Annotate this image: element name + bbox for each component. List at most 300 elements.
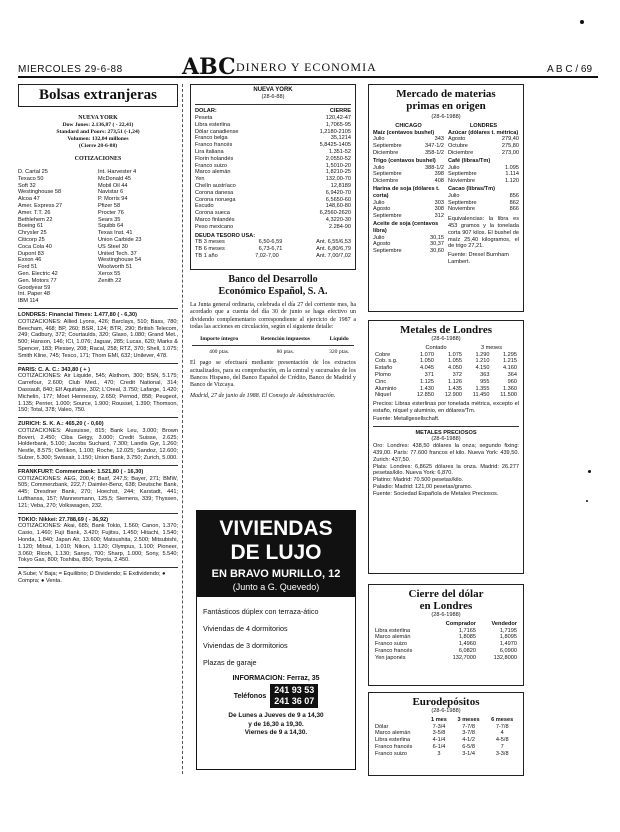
metal-name: Cinc xyxy=(375,378,387,385)
commodity-price: 30,37 xyxy=(430,241,444,248)
euro-date: (28-6-1988) xyxy=(431,708,461,714)
metal-row xyxy=(373,358,519,365)
currency-rate: 132,8000 xyxy=(493,654,517,661)
cierre-heading: CIERRE xyxy=(329,108,351,115)
ny-heading: NUEVA YORK xyxy=(78,115,118,121)
euro-title: Eurodepósitos xyxy=(412,696,480,708)
ny-quote: Int. Paper 48 xyxy=(18,291,51,298)
commodity-month: Julio xyxy=(448,192,460,199)
ny-quote: Westinghouse 58 xyxy=(18,189,62,196)
ny-quote: Westinghouse 54 xyxy=(98,257,142,264)
metales-date: (28-6-1988) xyxy=(431,336,461,342)
deposit-rate: 3-5/8 xyxy=(432,730,446,737)
commodity-price: 398 xyxy=(434,171,444,178)
londres-col xyxy=(448,123,519,266)
ny-quotes-left xyxy=(18,169,98,305)
currency-name: Dólar canadiense xyxy=(195,128,239,135)
commodity-price: 388-1/2 xyxy=(425,164,444,171)
ny-quote: Pfizer 58 xyxy=(98,202,121,209)
dolar-title-2: en Londres xyxy=(419,600,473,612)
commodity-row xyxy=(373,200,444,207)
deposit-rate: 7-7/8 xyxy=(495,723,509,730)
val-liquido: 320 ptas. xyxy=(329,349,350,356)
currency-rate: 6,9420-70 xyxy=(325,189,351,196)
preciosos-source: Fuente: Sociedad Española de Metales Preciosos. xyxy=(373,490,499,497)
commodity-price: 303 xyxy=(434,199,444,206)
dolar-box xyxy=(368,584,524,686)
currency-name: Libra esterlina xyxy=(375,737,411,744)
commodity-price: 30,15 xyxy=(430,234,444,241)
currency-name: Chelín austríaco xyxy=(195,182,236,189)
metal-price: 1.210 xyxy=(475,358,490,365)
metales-title: Metales de Londres xyxy=(399,324,493,336)
metales-table xyxy=(373,345,519,399)
currency-rate: 1,8210-25 xyxy=(325,169,351,176)
viviendas-ad xyxy=(196,510,356,770)
commodity-row xyxy=(373,143,444,150)
dolar-row xyxy=(195,210,351,217)
commodity-month: Septiembre xyxy=(373,213,402,220)
currency-name: Marco alemán xyxy=(195,169,231,176)
deuda-rate: 6,50-6,59 xyxy=(258,239,283,246)
dolar-row xyxy=(195,115,351,122)
ny-quote: Texaco 50 xyxy=(18,175,44,182)
commodity-month: Diciembre xyxy=(448,149,474,156)
metal-row xyxy=(373,365,519,372)
currency-rate: 1.351-52 xyxy=(328,148,351,155)
metal-price: 1.070 xyxy=(420,351,435,358)
banco-title-1: Banco del Desarrollo xyxy=(228,274,318,285)
dolar-row xyxy=(195,183,351,190)
ny-quote: Texas Inst. 41 xyxy=(98,230,133,237)
london-heading: LONDRES: Financial Times: 1.477,80 ( - 6,30) xyxy=(18,311,137,318)
euro-row xyxy=(373,737,519,744)
currency-rate: 4,3220-30 xyxy=(325,216,351,223)
ny-line: Standard and Poors: 273,51 (-1,24) xyxy=(56,129,140,136)
londres-heading: LONDRES xyxy=(469,122,498,129)
ny-quote: Navistar 6 xyxy=(98,189,124,196)
banco-signature: Madrid, 27 de junio de 1988. El Consejo de Administración. xyxy=(190,392,336,399)
metal-name: Niquel xyxy=(375,392,391,399)
metal-price: 12.900 xyxy=(444,392,463,399)
ny-quote: Xerox 55 xyxy=(98,270,121,277)
tokio-body: COTIZACIONES: Akai, 685; Bank Tokio, 1.560; Canon, 1.370; Casio, 1.460; Fuji Bank, 3.420; Fujitsu, 1.450; Hitachi, 1.540; Honda, 1.840; Japan Air, 13.600; Matsushita, 2.500; Mitsubishi, 1.120; Mitsui, 1.010; Nikon, 1.120; Olympus, 1.100; Pioneer, 3.060; Ricoh, 1.130; Sanyo, 700; Sharp, 1.000; Sony, 5.540; Tokyo Gas, 800; Toshiba, 850; Toyota, 2.450. xyxy=(18,523,178,564)
commodity-row xyxy=(373,165,444,172)
ny-quote: D. Cartal 25 xyxy=(18,169,48,175)
commodity-row xyxy=(373,136,444,143)
commodity-row xyxy=(448,171,519,178)
currency-rate: 6,5650-60 xyxy=(325,196,351,203)
ny-quote: Gen. Electric 42 xyxy=(18,270,58,277)
col-1mes: 1 mes xyxy=(431,716,447,723)
euro-row xyxy=(373,724,519,731)
currency-name: Franco suizo xyxy=(195,162,228,169)
deposit-rate: 7 xyxy=(500,743,504,750)
chicago-col xyxy=(373,123,444,266)
ad-tel-1: 241 93 53 xyxy=(274,685,315,695)
currency-rate: 6,0900 xyxy=(499,647,517,654)
cacao-heading: Cacao (libras/Tm) xyxy=(448,185,495,192)
metal-price: 1.435 xyxy=(448,385,463,392)
ny-quote: Sears 35 xyxy=(98,216,121,223)
ny-quote: Zenith 22 xyxy=(98,277,122,284)
commodity-month: Julio xyxy=(373,136,385,143)
metal-price: 1.215 xyxy=(503,358,517,365)
ad-info: INFORMACION: Ferraz, 35 xyxy=(232,675,320,682)
dolar-close-row xyxy=(373,648,519,655)
commodity-month: Agosto xyxy=(373,241,391,248)
ny-line: Dow Jones: 2.136,87 ( - 22,41) xyxy=(62,122,134,129)
metal-price: 1.355 xyxy=(475,385,490,392)
materias-source: Fuente: Drexel Burnham Lambert. xyxy=(448,252,509,265)
metal-name: Plomo xyxy=(375,371,391,378)
dolar-close-row xyxy=(373,641,519,648)
ny-quote: Union Carbide 23 xyxy=(98,236,142,243)
commodity-price: 856 xyxy=(509,192,519,199)
metal-row xyxy=(373,352,519,359)
metal-name: Aluminio xyxy=(375,385,397,392)
metal-row xyxy=(373,372,519,379)
commodity-row xyxy=(373,206,444,213)
currency-name: Lira italiana xyxy=(195,148,224,155)
paris-heading: PARIS: C. A. C.: 343,80 ( + ) xyxy=(18,366,90,373)
nuevayork-box xyxy=(190,84,356,270)
currency-rate: 5,8425-1405 xyxy=(319,142,351,149)
metal-price: 960 xyxy=(507,378,517,385)
dolar-rows xyxy=(195,115,351,231)
ad-item: Fantásticos dúplex con terraza-ático xyxy=(203,607,319,616)
materias-date: (28-6-1988) xyxy=(431,114,461,120)
currency-name: Libra esterlina xyxy=(375,627,411,634)
deposit-rate: 4-1/4 xyxy=(432,737,446,744)
commodity-price: 1.120 xyxy=(505,178,519,185)
preciosos-paladio: Paladio: Madrid: 121,00 pesetas/gramo. xyxy=(373,483,473,490)
paris-body: COTIZACIONES: Air Liquide, 545; Alsthom, 300; BSN, 5.175; Carrefour, 2.600; Club Med., 470; Credit National, 314; Dassault, 840; Elf Aquitaine, 302; L'Oreal, 3.750; Lafarge, 1.420; Michelin, 177; Moet Hennessy, 2.650; Pernod, 858; Peugeot, 1.135; Perrier, 1.000; Source, 1.900; Roussel, 1.390; Thomson, 150; Total, 378; Valeo, 750. xyxy=(18,373,178,414)
currency-name: Franco belga xyxy=(195,135,228,142)
commodity-price: 343 xyxy=(434,136,444,143)
euro-table xyxy=(373,717,519,758)
currency-name: Escudo xyxy=(195,203,214,210)
metal-price: 363 xyxy=(480,371,490,378)
ny-quote: Soft 32 xyxy=(18,182,36,189)
dolar-row xyxy=(195,217,351,224)
ny-quote: McDonald 45 xyxy=(98,175,131,182)
commodity-row xyxy=(448,178,519,185)
deposit-rate: 4-1/2 xyxy=(462,737,475,744)
commodity-price: 347-1/2 xyxy=(425,143,444,150)
metal-price: 4.050 xyxy=(448,365,463,372)
ad-line-3: EN BRAVO MURILLO, 12 xyxy=(211,568,341,580)
currency-rate: 148,60-80 xyxy=(325,203,351,210)
currency-rate: 120,42-47 xyxy=(325,115,351,121)
dolar-row xyxy=(195,169,351,176)
ny-quote: Squibb 64 xyxy=(98,223,124,230)
ny-quote: Procter 76 xyxy=(98,209,124,216)
ad-line-2: DE LUJO xyxy=(230,541,322,564)
ad-line-1: VIVIENDAS xyxy=(219,517,333,540)
ad-line-4: (Junto a G. Quevedo) xyxy=(232,582,320,592)
deuda-name: TB 3 meses xyxy=(195,239,225,246)
metales-note: Precios: Libras esterlinas por tonelada métrica, excepto el estaño, níquel y aluminio, en dólares/Tm. xyxy=(373,401,519,414)
page-number: A B C / 69 xyxy=(547,64,593,75)
val-importe: 400 ptas. xyxy=(209,349,230,356)
dolar-row xyxy=(195,149,351,156)
ny-quote: Amer. T.T. 26 xyxy=(18,209,51,216)
commodity-row xyxy=(373,171,444,178)
ny-quote: Chrysler 25 xyxy=(18,230,47,237)
commodity-month: Diciembre xyxy=(373,149,399,156)
currency-name: Marco finlandés xyxy=(195,216,235,223)
metal-price: 955 xyxy=(480,378,490,385)
col-liquido: Líquido xyxy=(329,335,349,342)
col-comprador: Comprador xyxy=(445,620,476,627)
currency-rate: 132,00-70 xyxy=(325,176,351,183)
deuda-heading: DEUDA TESORO USA: xyxy=(195,232,256,239)
column-divider xyxy=(182,84,183,774)
metal-price: 4.045 xyxy=(420,365,435,372)
commodity-month: Diciembre xyxy=(373,178,399,185)
commodity-row xyxy=(373,235,444,242)
currency-rate: 1,7065-95 xyxy=(325,121,351,128)
commodity-month: Septiembre xyxy=(373,171,402,178)
currency-name: Corona sueca xyxy=(195,210,230,217)
ad-item: Plazas de garaje xyxy=(203,658,257,667)
dolar-row xyxy=(195,176,351,183)
ad-tel-2: 241 36 07 xyxy=(274,696,315,706)
currency-rate: 1,2180-2105 xyxy=(319,128,351,135)
metal-price: 11.450 xyxy=(472,392,490,399)
commodity-row xyxy=(448,206,519,213)
materias-title-1: Mercado de materias xyxy=(396,88,496,100)
ny-quote: Coca Cola 40 xyxy=(18,243,52,250)
deuda-name: TB 1 año xyxy=(195,252,218,259)
metal-row xyxy=(373,379,519,386)
dolar-row xyxy=(195,190,351,197)
ny-quote: Bethlehem 22 xyxy=(18,216,53,223)
dolar-title-1: Cierre del dólar xyxy=(408,588,484,600)
ad-item: Viviendas de 3 dormitorios xyxy=(203,641,288,650)
bolsas-title: Bolsas extranjeras xyxy=(39,87,157,103)
deposit-rate: 6-1/4 xyxy=(432,743,446,750)
col-importe: Importe íntegro xyxy=(200,335,239,342)
currency-name: Peso mexicano xyxy=(195,223,234,230)
commodity-month: Julio xyxy=(373,199,385,206)
deposit-rate: 3-3/8 xyxy=(495,750,509,757)
deuda-row xyxy=(195,239,351,246)
currency-name: Florin holandés xyxy=(195,155,234,162)
col-3meses: 3 meses xyxy=(457,716,480,723)
deposit-rate: 3-7/8 xyxy=(462,730,475,737)
ny-quote: Amer. Express 27 xyxy=(18,202,63,209)
dolar-row xyxy=(195,203,351,210)
metal-price: 1.126 xyxy=(448,378,463,385)
ny-quote: United Tech. 37 xyxy=(98,250,137,257)
currency-name: Franco francés xyxy=(195,142,233,149)
bolsas-legend: A Sube; V Baja; = Equilibrio; D Dividendo; E Exdividendo; ● Compra; ● Venta. xyxy=(18,571,166,585)
frankfurt-body: COTIZACIONES: AEG, 200,4; Basf, 247,5; Bayer, 271; BMW, 505; Commerzbank, 222,7; Daimler-Benz, 638; Deutsche Bank, 445; Dresdner Bank, 270; Hoechst, 244; Karstadt, 441; Lufthansa, 157; Mannesmann, 125,5; Siemens, 339; Thyssen, 121; Veba, 270; Volkswagen, 232. xyxy=(18,475,178,509)
commodity-month: Julio xyxy=(373,164,385,171)
metal-price: 4.160 xyxy=(503,365,517,372)
ad-hours-3: Viernes de 9 a 14,30. xyxy=(244,729,308,736)
dolar-row xyxy=(195,156,351,163)
commodity-month: Noviembre xyxy=(448,178,476,185)
col-contado: Contado xyxy=(425,344,447,351)
metal-price: 1.125 xyxy=(420,378,435,385)
dolar-close-row xyxy=(373,655,519,662)
currency-name: Yen xyxy=(195,176,205,183)
zurich-heading: ZURICH: S. K. A.: 465,20 ( - 0,60) xyxy=(18,421,104,428)
ny-quote: Goodyear 59 xyxy=(18,284,51,291)
commodity-row xyxy=(448,165,519,172)
currency-name: Franco suizo xyxy=(375,641,408,648)
ny-quote: Alcoa 47 xyxy=(18,196,40,203)
currency-name: Franco francés xyxy=(375,743,413,750)
euro-row xyxy=(373,744,519,751)
speck xyxy=(580,20,584,24)
currency-rate: 12,8189 xyxy=(330,182,351,189)
tokio-heading: TOKIO: Nikkei: 27.788,69 ( - 36,92) xyxy=(18,516,109,523)
ny-title: NUEVA YORK xyxy=(253,87,293,93)
azucar-heading: Azúcar (dólares t. métrica) xyxy=(448,129,519,136)
deuda-name: TB 6 meses xyxy=(195,246,225,253)
ny-quote: Mobil Oil 44 xyxy=(98,182,128,189)
dolar-close-row xyxy=(373,634,519,641)
commodity-price: 312 xyxy=(434,213,444,220)
commodity-month: Julio xyxy=(373,234,385,241)
commodity-month: Septiembre xyxy=(373,143,402,150)
metal-price: 1.360 xyxy=(503,385,517,392)
commodity-price: 1.095 xyxy=(505,164,519,171)
commodity-month: Octubre xyxy=(448,143,468,150)
deposit-rate: 4-5/8 xyxy=(495,737,509,744)
ny-line: (Cierre 28-6-88) xyxy=(78,142,118,149)
deuda-row xyxy=(195,253,351,260)
currency-name: Corona noruega xyxy=(195,196,236,203)
deuda-rate: 6,73-6,71 xyxy=(258,246,283,253)
commodity-row xyxy=(448,143,519,150)
commodity-price: 862 xyxy=(509,199,519,206)
commodity-row xyxy=(373,241,444,248)
ny-quotes xyxy=(18,169,178,305)
currency-rate: 6,0820 xyxy=(458,647,476,654)
materias-box xyxy=(368,84,524,312)
currency-rate: 1,8085 xyxy=(458,634,476,641)
euro-box xyxy=(368,692,524,776)
banco-notice xyxy=(190,274,356,494)
frankfurt-heading: FRANKFURT: Commerzbank: 1.521,80 ( - 16,30) xyxy=(18,468,144,475)
euro-row xyxy=(373,730,519,737)
dolar-date: (28-6-1988) xyxy=(431,612,461,618)
commodity-price: 1.114 xyxy=(505,171,519,178)
zurich-body: COTIZACIONES: Alusuisse, 815; Bank Leu, 3.000; Brown Boveri, 2.450; Ciba Geigy, 3.000; Credit Suisse, 2.625; Holderbank, 5.100; Jacobs Suchard, 7.300; Landis Gyr, 1.260; Nestle, 8.575; Oerlikon, 1.100; Roche, 12.025; Sandoz, 12.600; Sulzer, 5.300; Swissair, 1.150; Union Bank, 3.750; Zurich, 5.000. xyxy=(18,427,178,462)
metales-source: Fuente: Metallgesellschaft. xyxy=(373,415,440,422)
dolar-heading: DOLAR: xyxy=(195,108,217,115)
metal-price: 11.500 xyxy=(500,392,517,399)
col-vendedor: Vendedor xyxy=(491,620,517,627)
commodity-price: 308 xyxy=(434,206,444,213)
metal-price: 1.295 xyxy=(503,351,517,358)
ny-quote: Int. Harvester 4 xyxy=(98,169,137,175)
metal-price: 364 xyxy=(507,371,517,378)
banco-paragraph-2: El pago se efectuará mediante presentación de los extractos actualizados, para su comprobación, en la central y sucursales de los Bancos Hispano, del Banco Español de Crédito, Banco de Madrid y Banco de Vizcaya. xyxy=(190,360,356,389)
metal-name: Estaño xyxy=(375,365,393,372)
ad-tel-label: Teléfonos xyxy=(233,692,267,700)
commodity-price: 30,60 xyxy=(430,248,444,255)
col-3meses: 3 meses xyxy=(480,344,503,351)
col-6meses: 6 meses xyxy=(491,716,514,723)
metal-price: 1.290 xyxy=(475,351,490,358)
metal-row xyxy=(373,386,519,393)
currency-rate: 1,4970 xyxy=(499,641,517,648)
currency-rate: 1,4960 xyxy=(458,641,476,648)
ny-quote: Dupont 83 xyxy=(18,250,44,257)
currency-rate: 2,0550-52 xyxy=(325,155,351,162)
materias-title-2: primas en origen xyxy=(406,100,486,112)
commodity-row xyxy=(448,193,519,200)
deuda-prev: Ant. 6,55/6,53 xyxy=(316,239,351,246)
aceite-heading: Aceite de soja (centavos libra) xyxy=(373,220,439,234)
metal-price: 371 xyxy=(424,371,435,378)
currency-name: Marco alemán xyxy=(375,634,411,641)
preciosos-plata: Plata: Londres: 6,8625 dólares la onza. Madrid: 26.277 pesetas/kilo. Nueva York: 6,870. xyxy=(373,463,519,477)
currency-rate: 1,7165 xyxy=(458,627,476,634)
ny-line: Volumen: 132,04 millones xyxy=(67,136,129,142)
banco-paragraph-1: La Junta general ordinaria, celebrada el día 27 del corriente mes, ha acordado que a cuenta del día 30 de junio se haga efectivo un dividendo complementario correspondiente al ejercicio de 1987 a todas las acciones en circulación, según el siguiente detalle: xyxy=(190,302,356,331)
ad-hours-1: De Lunes a Jueves de 9 a 14,30 xyxy=(228,712,324,719)
euro-row xyxy=(373,751,519,758)
ny-quote: IBM 114 xyxy=(18,298,39,305)
currency-name: Libra esterlina xyxy=(195,121,231,128)
currency-rate: 1,8095 xyxy=(499,634,517,641)
commodity-month: Agosto xyxy=(448,136,466,143)
dolar-table xyxy=(373,621,519,662)
currency-rate: 6,2560-2620 xyxy=(319,210,351,217)
col-retencion: Retención impuestos xyxy=(260,335,310,342)
commodity-month: Julio xyxy=(448,164,460,171)
deposit-rate: 7-3/4 xyxy=(432,723,446,730)
deposit-rate: 4 xyxy=(500,730,504,737)
ad-item: Viviendas de 4 dormitorios xyxy=(203,624,288,633)
val-retencion: 80 ptas. xyxy=(276,349,295,356)
commodity-month: Septiembre xyxy=(448,171,477,178)
dolar-close-row xyxy=(373,628,519,635)
newspaper-logo: ABC xyxy=(182,54,236,80)
dolar-row xyxy=(195,163,351,170)
commodity-row xyxy=(448,150,519,157)
harina-heading: Harina de soja (dólares t. corta) xyxy=(373,185,440,199)
ny-quote: P. Morris 94 xyxy=(98,196,128,203)
deposit-rate: 7-7/8 xyxy=(462,723,475,730)
currency-name: Yen japonés xyxy=(375,654,406,661)
currency-name: Marco alemán xyxy=(375,730,411,737)
chicago-heading: CHICAGO xyxy=(395,122,422,129)
london-body: COTIZACIONES: Allied Lyons, 426; Barclays, 510; Bass, 780; Beecham, 468; BP, 260; BSR, 124; BTR, 290; British Telecom, 249; Cadbury, 372; Courtaulds, 320; Glaxo, 1.080; Grand Met., 500; Hanson, 146; ICI, 1.076; Jaguar, 285; Lucas, 620; Marks & Spencer, 183; Plessey, 208; Racal, 258; RTZ, 370; Shell, 1.075; Smith Kline, 745; Tesco, 171; Thorn EMI, 632; Unilever, 478. xyxy=(18,318,178,359)
bolsas-title-box xyxy=(18,84,178,107)
trigo-heading: Trigo (centavos bushel) xyxy=(373,157,436,164)
ny-quote: Woolworth 51 xyxy=(98,264,133,271)
metal-price: 372 xyxy=(452,371,463,378)
dolar-row xyxy=(195,197,351,204)
cafe-heading: Café (libras/Tm) xyxy=(448,157,491,164)
commodity-price: 866 xyxy=(509,206,519,213)
preciosos-oro: Oro: Londres: 438,50 dólares la onza; segundo fixing: 439,00. París: 77.600 francos el kilo. Nueva York: 439,50. Zurich: 437,50. xyxy=(373,443,519,463)
metal-price: 1.050 xyxy=(420,358,435,365)
header-rule xyxy=(18,76,598,78)
currency-name: Dólar xyxy=(375,723,389,730)
metal-price: 1.430 xyxy=(420,385,435,392)
speck xyxy=(586,500,588,502)
metal-price: 4.150 xyxy=(475,365,490,372)
